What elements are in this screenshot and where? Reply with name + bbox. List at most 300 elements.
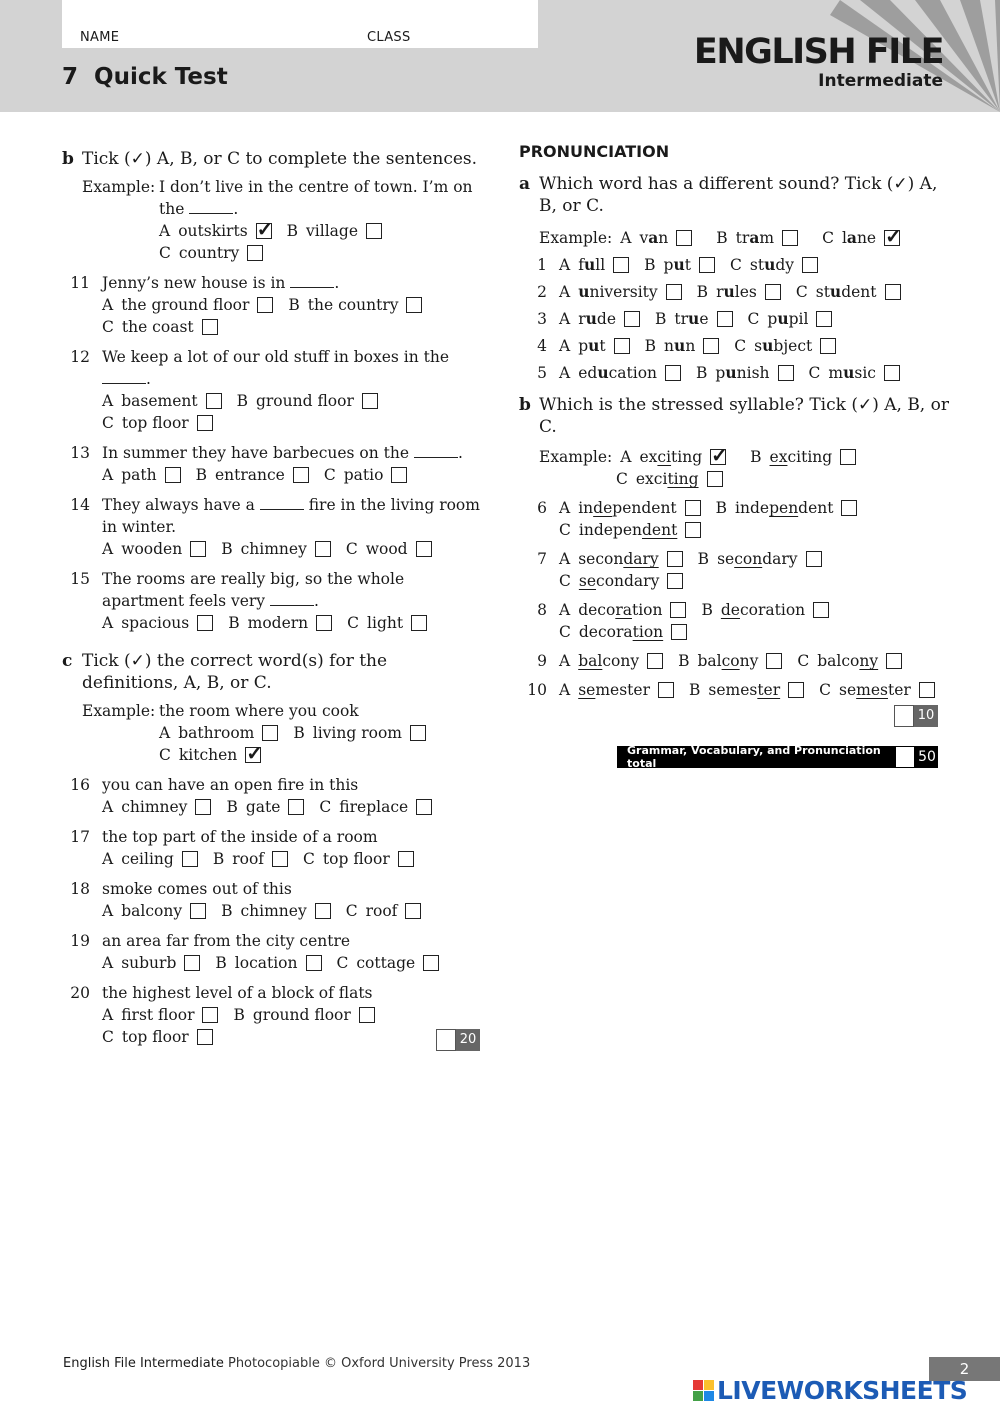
checkbox[interactable] [293, 467, 309, 483]
example-text: the room where you cook [159, 702, 359, 720]
option-letter: A [559, 310, 571, 328]
example-label: Example: [82, 702, 156, 720]
question-text: the highest level of a block of flats [102, 984, 373, 1002]
q8-option-c[interactable] [559, 621, 687, 643]
option-text: rude [578, 309, 617, 328]
example-option-c[interactable] [159, 744, 261, 766]
checkbox[interactable] [614, 338, 630, 354]
question-number: 6 [537, 499, 547, 517]
checkbox[interactable] [391, 467, 407, 483]
option-text: outskirts [178, 222, 248, 240]
checkbox[interactable] [806, 551, 822, 567]
checkbox[interactable] [410, 725, 426, 741]
q12-option-b[interactable] [237, 390, 378, 412]
checked-checkbox[interactable] [884, 230, 900, 246]
checkbox[interactable] [165, 467, 181, 483]
example-option-b[interactable] [750, 446, 856, 468]
checkbox[interactable] [765, 284, 781, 300]
q1-option-c[interactable] [730, 254, 818, 276]
question-6 [519, 497, 959, 541]
checkbox[interactable] [665, 365, 681, 381]
option-letter: C [747, 310, 760, 328]
checkbox[interactable] [398, 851, 414, 867]
example-option-c[interactable] [822, 227, 900, 249]
q5-option-c[interactable] [809, 362, 900, 384]
q3-option-c[interactable] [748, 308, 833, 330]
q16-option-a[interactable] [102, 796, 211, 818]
checkbox[interactable] [685, 522, 701, 538]
checkbox[interactable] [841, 500, 857, 516]
q11-option-c[interactable] [102, 316, 218, 338]
q6-option-c[interactable] [559, 519, 701, 541]
answer-blank[interactable] [270, 591, 314, 606]
q4-option-c[interactable] [734, 335, 836, 357]
option-text: light [367, 614, 404, 632]
option-letter: B [215, 954, 227, 972]
options-row [102, 796, 482, 818]
question-number: 17 [70, 828, 90, 846]
option-text: wood [365, 540, 408, 558]
checked-checkbox[interactable] [245, 747, 261, 763]
example-text: I don’t live in the centre of town. I’m on the . [159, 178, 473, 218]
checkbox[interactable] [886, 653, 902, 669]
option-text: first floor [121, 1006, 195, 1024]
checkbox[interactable] [206, 393, 222, 409]
q17-option-c[interactable] [303, 848, 414, 870]
q3-option-a[interactable] [559, 308, 640, 330]
q16-option-c[interactable] [319, 796, 432, 818]
options-row [559, 650, 959, 672]
option-text: kitchen [178, 746, 238, 764]
checkbox[interactable] [195, 799, 211, 815]
q14-option-a[interactable] [102, 538, 206, 560]
checkbox[interactable] [676, 230, 692, 246]
checkbox[interactable] [820, 338, 836, 354]
option-letter: B [228, 614, 240, 632]
checkbox[interactable] [190, 903, 206, 919]
question-1 [519, 254, 959, 276]
section-b-vocabulary [62, 148, 482, 170]
option-text: patio [343, 466, 384, 484]
question-10 [519, 679, 959, 701]
option-letter: C [730, 256, 742, 274]
option-text: secondary [717, 550, 798, 568]
option-letter: B [212, 850, 225, 868]
checkbox[interactable] [359, 1007, 375, 1023]
options-row [102, 464, 482, 486]
stressed-syllable: ter [757, 681, 781, 699]
checkbox[interactable] [658, 682, 674, 698]
example-option-b[interactable] [287, 220, 382, 242]
checkbox[interactable] [262, 725, 278, 741]
section-letter: b [62, 149, 74, 169]
option-text: semester [708, 681, 781, 699]
question-number: 10 [527, 681, 547, 699]
option-letter: C [336, 954, 349, 972]
stressed-syllable: se [578, 681, 596, 699]
q10-option-a[interactable] [559, 679, 674, 701]
q19-option-a[interactable] [102, 952, 200, 974]
option-text: student [815, 282, 877, 301]
score-box-pron [894, 705, 938, 727]
q18-option-c[interactable] [346, 900, 422, 922]
checkbox[interactable] [423, 955, 439, 971]
option-text: decoration [578, 601, 663, 619]
checkbox[interactable] [315, 541, 331, 557]
option-text: independent [578, 499, 677, 517]
q18-option-b[interactable] [221, 900, 331, 922]
options-row [539, 468, 959, 490]
option-letter: C [822, 229, 834, 247]
checkbox[interactable] [247, 245, 263, 261]
question-text: The rooms are really big, so the whole apartment feels very . [102, 570, 405, 610]
left-column [62, 142, 482, 1048]
stressed-syllable: dent [642, 521, 678, 539]
liveworksheets-logo-icon [693, 1380, 714, 1401]
checkbox[interactable] [411, 615, 427, 631]
option-text: independent [735, 499, 834, 517]
example-option-a[interactable] [620, 446, 726, 468]
example [62, 700, 482, 766]
option-text: music [828, 363, 876, 382]
checkbox[interactable] [272, 851, 288, 867]
question-number: 12 [70, 348, 90, 366]
option-text: ground floor [255, 392, 354, 410]
option-text: cottage [356, 954, 416, 972]
checkbox[interactable] [717, 311, 733, 327]
option-text: lane [841, 228, 877, 247]
highlighted-sound: u [723, 282, 735, 301]
q7-option-c[interactable] [559, 570, 683, 592]
checkbox[interactable] [316, 615, 332, 631]
checkbox[interactable] [315, 903, 331, 919]
q9-option-b[interactable] [678, 650, 782, 672]
checkbox[interactable] [197, 415, 213, 431]
question-16 [62, 774, 482, 818]
option-text: secondary [578, 550, 659, 568]
option-letter: A [102, 954, 114, 972]
checkbox[interactable] [202, 1007, 218, 1023]
example [519, 446, 959, 490]
option-letter: B [678, 652, 690, 670]
question-number: 3 [537, 310, 547, 328]
checkbox[interactable] [405, 903, 421, 919]
score-max: 10 [914, 705, 938, 727]
option-text: independent [578, 521, 678, 539]
q15-option-b[interactable] [228, 612, 332, 634]
checkbox[interactable] [699, 257, 715, 273]
example-label: Example: [82, 178, 156, 196]
q17-option-a[interactable] [102, 848, 198, 870]
options-row [102, 848, 482, 870]
option-text: balcony [578, 652, 640, 670]
checkbox[interactable] [197, 615, 213, 631]
stressed-syllable: mes [856, 681, 888, 699]
q6-option-b[interactable] [716, 497, 858, 519]
section-b-stress [519, 394, 959, 438]
option-text: secondary [578, 572, 660, 590]
options-row [102, 538, 482, 560]
q7-option-b[interactable] [698, 548, 822, 570]
option-letter: A [102, 392, 114, 410]
example-label: Example: [539, 229, 613, 247]
checkbox[interactable] [667, 573, 683, 589]
option-letter: C [159, 746, 171, 764]
checked-checkbox[interactable] [256, 223, 272, 239]
checkbox[interactable] [685, 500, 701, 516]
option-letter: A [559, 337, 571, 355]
checkbox[interactable] [182, 851, 198, 867]
q19-option-c[interactable] [337, 952, 440, 974]
checkbox[interactable] [647, 653, 663, 669]
q15-option-a[interactable] [102, 612, 213, 634]
question-number: 7 [537, 550, 547, 568]
options-row [559, 679, 959, 701]
option-text: semester [578, 681, 650, 699]
question-9 [519, 650, 959, 672]
option-letter: B [715, 499, 728, 517]
total-input[interactable] [896, 747, 914, 767]
q13-option-a[interactable] [102, 464, 181, 486]
q3-option-b[interactable] [655, 308, 733, 330]
score-input[interactable] [436, 1029, 456, 1051]
option-letter: B [655, 310, 667, 328]
q4-option-a[interactable] [559, 335, 630, 357]
q14-option-b[interactable] [221, 538, 331, 560]
checkbox[interactable] [416, 541, 432, 557]
checkbox[interactable] [840, 449, 856, 465]
q11-option-a[interactable] [102, 294, 273, 316]
option-text: bathroom [178, 724, 255, 742]
watermark-text: LIVEWORKSHEETS [717, 1376, 968, 1405]
q12-option-c[interactable] [102, 412, 213, 434]
q15-option-c[interactable] [347, 612, 427, 634]
options-row [559, 599, 959, 621]
example-option-c[interactable] [159, 242, 263, 264]
checkbox[interactable] [707, 471, 723, 487]
score-input[interactable] [894, 705, 914, 727]
checkbox[interactable] [366, 223, 382, 239]
q12-option-a[interactable] [102, 390, 222, 412]
checkbox[interactable] [885, 284, 901, 300]
q17-option-b[interactable] [213, 848, 288, 870]
example-option-b[interactable] [716, 227, 798, 249]
option-text: spacious [121, 614, 190, 632]
q7-option-a[interactable] [559, 548, 683, 570]
option-letter: B [221, 902, 233, 920]
checkbox[interactable] [671, 624, 687, 640]
highlighted-sound: u [764, 255, 776, 274]
checkbox[interactable] [197, 1029, 213, 1045]
q13-option-c[interactable] [324, 464, 408, 486]
checkbox[interactable] [202, 319, 218, 335]
option-letter: C [819, 681, 832, 699]
question-number: 9 [537, 652, 547, 670]
question-12 [62, 346, 482, 434]
question-number: 5 [537, 364, 547, 382]
total-bar [617, 746, 938, 768]
option-letter: C [795, 283, 808, 301]
checkbox[interactable] [816, 311, 832, 327]
q1-option-b[interactable] [644, 254, 715, 276]
option-text: living room [312, 724, 402, 742]
q19-option-b[interactable] [215, 952, 321, 974]
option-text: balcony [817, 652, 879, 670]
option-text: decoration [720, 601, 806, 619]
question-5 [519, 362, 959, 384]
option-letter: A [102, 466, 114, 484]
example-option-b[interactable] [293, 722, 426, 744]
q2-option-a[interactable] [559, 281, 682, 303]
option-text: rules [716, 282, 757, 301]
question-text: They always have a fire in the living room in winter. [102, 496, 480, 536]
checkbox[interactable] [613, 257, 629, 273]
stressed-syllable: pen [769, 499, 799, 517]
q5-option-b[interactable] [696, 362, 794, 384]
options-row [539, 446, 959, 468]
option-letter: C [347, 614, 360, 632]
option-letter: B [286, 222, 299, 240]
q4-option-b[interactable] [645, 335, 720, 357]
page-header [0, 0, 1000, 112]
option-text: van [639, 228, 669, 247]
option-letter: A [620, 448, 632, 466]
checkbox[interactable] [802, 257, 818, 273]
q14-option-c[interactable] [346, 538, 432, 560]
q13-option-b[interactable] [196, 464, 309, 486]
example-option-a[interactable] [159, 220, 272, 242]
q1-option-a[interactable] [559, 254, 629, 276]
checkbox[interactable] [766, 653, 782, 669]
option-letter: A [102, 1006, 114, 1024]
question-20 [62, 982, 482, 1048]
option-letter: A [102, 850, 114, 868]
checkbox[interactable] [782, 230, 798, 246]
checkbox[interactable] [362, 393, 378, 409]
options-row [102, 612, 482, 634]
checkbox[interactable] [306, 955, 322, 971]
highlighted-sound: u [674, 336, 686, 355]
option-letter: A [102, 798, 114, 816]
q9-option-c[interactable] [797, 650, 902, 672]
answer-blank[interactable] [102, 369, 146, 384]
option-text: study [749, 255, 795, 274]
checked-checkbox[interactable] [710, 449, 726, 465]
q6-option-a[interactable] [559, 497, 701, 519]
q20-option-b[interactable] [233, 1004, 374, 1026]
option-text: full [578, 255, 606, 274]
q2-option-b[interactable] [697, 281, 781, 303]
answer-blank[interactable] [260, 495, 304, 510]
option-text: top floor [121, 414, 189, 432]
option-letter: C [616, 470, 628, 488]
checkbox[interactable] [288, 799, 304, 815]
q20-option-a[interactable] [102, 1004, 218, 1026]
example-option-a[interactable] [620, 227, 692, 249]
option-letter: A [102, 902, 114, 920]
options-row [102, 412, 482, 434]
example-row [82, 700, 482, 722]
option-letter: C [559, 623, 571, 641]
question-2 [519, 281, 959, 303]
options-row [82, 242, 482, 264]
checkbox[interactable] [778, 365, 794, 381]
option-text: balcony [121, 902, 183, 920]
q2-option-c[interactable] [796, 281, 901, 303]
checkbox[interactable] [406, 297, 422, 313]
q5-option-a[interactable] [559, 362, 681, 384]
brand-title: ENGLISH FILE [693, 32, 943, 72]
checkbox[interactable] [788, 682, 804, 698]
option-text: chimney [240, 902, 307, 920]
checkbox[interactable] [190, 541, 206, 557]
question-number: 20 [70, 984, 90, 1002]
brand-level: Intermediate [818, 71, 943, 91]
q8-option-a[interactable] [559, 599, 686, 621]
q10-option-c[interactable] [819, 679, 935, 701]
question-7 [519, 548, 959, 592]
section-letter: b [519, 395, 531, 415]
option-letter: B [221, 540, 233, 558]
q11-option-b[interactable] [288, 294, 422, 316]
answer-blank[interactable] [290, 273, 334, 288]
checkbox[interactable] [919, 682, 935, 698]
score-box-vocab [436, 1029, 480, 1051]
checkbox[interactable] [416, 799, 432, 815]
name-class-box [62, 0, 538, 48]
option-letter: B [696, 364, 708, 382]
question-number: 14 [70, 496, 90, 514]
option-letter: B [644, 337, 657, 355]
option-text: roof [232, 850, 265, 868]
option-text: suburb [121, 954, 177, 972]
highlighted-sound: u [578, 282, 590, 301]
checkbox[interactable] [667, 551, 683, 567]
checkbox[interactable] [666, 284, 682, 300]
option-letter: A [559, 652, 571, 670]
q16-option-b[interactable] [226, 796, 304, 818]
checkbox[interactable] [703, 338, 719, 354]
option-letter: A [559, 256, 571, 274]
checkbox[interactable] [184, 955, 200, 971]
option-letter: B [701, 601, 713, 619]
answer-blank[interactable] [414, 443, 458, 458]
q18-option-a[interactable] [102, 900, 206, 922]
checkbox[interactable] [257, 297, 273, 313]
q9-option-a[interactable] [559, 650, 663, 672]
checkbox[interactable] [813, 602, 829, 618]
stressed-syllable: ci [657, 448, 672, 466]
option-text: chimney [121, 798, 188, 816]
pronunciation-heading: PRONUNCIATION [519, 142, 670, 161]
option-text: exciting [769, 448, 833, 466]
checkbox[interactable] [624, 311, 640, 327]
option-letter: A [559, 283, 571, 301]
q8-option-b[interactable] [701, 599, 829, 621]
q20-option-c[interactable] [102, 1026, 213, 1048]
example-option-c[interactable] [616, 468, 723, 490]
option-text: the ground floor [121, 296, 250, 314]
section-c-definitions [62, 650, 482, 694]
option-letter: B [288, 296, 300, 314]
question-text: you can have an open fire in this [102, 776, 359, 794]
right-column [519, 142, 959, 701]
question-text: In summer they have barbecues on the . [102, 444, 463, 462]
checkbox[interactable] [670, 602, 686, 618]
option-text: tram [735, 228, 775, 247]
q10-option-b[interactable] [689, 679, 804, 701]
checkbox[interactable] [884, 365, 900, 381]
